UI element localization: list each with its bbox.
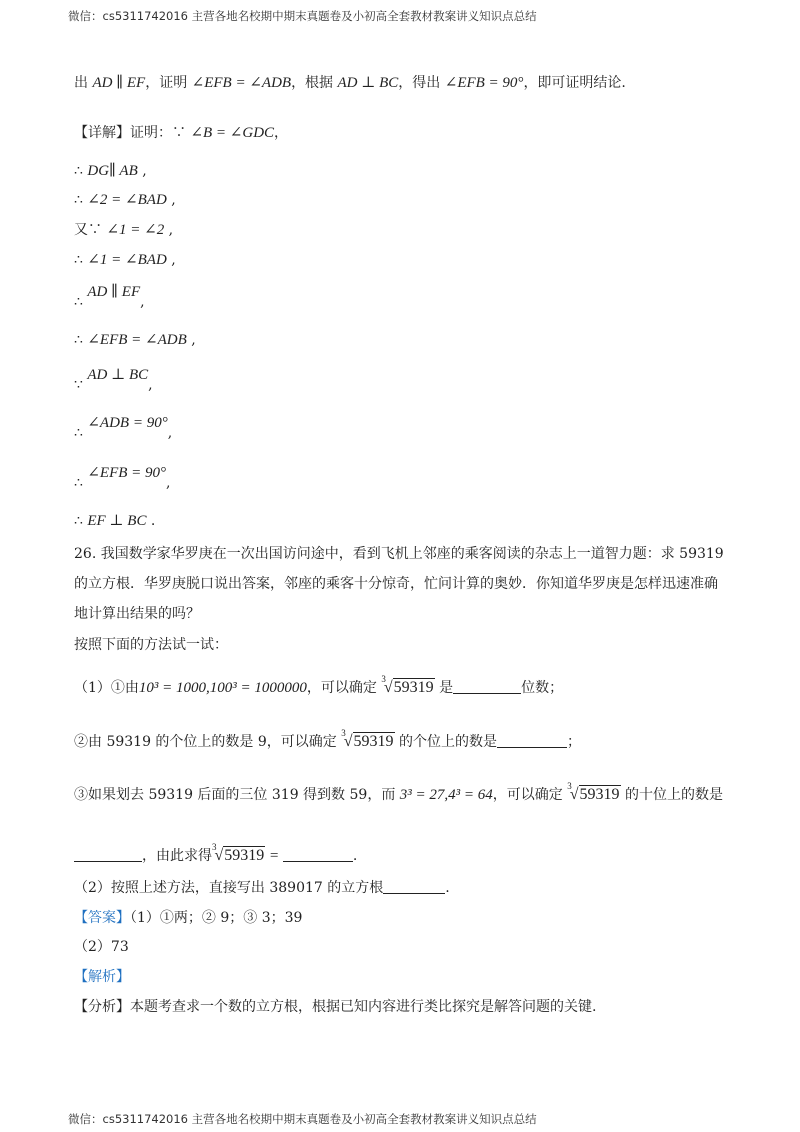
proof-math: ∠1 = ∠2 xyxy=(106,222,165,238)
proof-step xyxy=(74,512,155,530)
q-text: 位数； xyxy=(521,680,564,696)
proof-tail: , xyxy=(164,222,174,238)
sub-question-1-3 xyxy=(74,777,723,804)
proof-step xyxy=(74,221,173,239)
q-text: . xyxy=(445,880,450,896)
detail-math: ∠B = ∠GDC xyxy=(190,125,275,141)
proof-step xyxy=(74,162,147,180)
proof-prefix: 又∵ xyxy=(74,222,107,238)
proof-prefix: ∴ xyxy=(74,252,88,268)
detail-label: 【详解】证明：∵ xyxy=(74,125,191,141)
answer-line xyxy=(74,909,302,927)
root-number: 59319 xyxy=(353,733,394,750)
proof-math: ∠ADB = 90° xyxy=(87,415,168,431)
sub-question-1-1 xyxy=(74,670,563,697)
answer-blank[interactable] xyxy=(453,679,521,694)
answer-blank[interactable] xyxy=(283,847,353,862)
q-text: ； xyxy=(566,734,581,750)
proof-prefix: ∴ xyxy=(74,163,88,179)
cube-root: $^3$√59319 xyxy=(212,842,265,864)
intro-math: ∠EFB = ∠ADB xyxy=(191,75,292,91)
proof-tail: , xyxy=(166,252,176,268)
proof-math: ∠1 = ∠BAD xyxy=(87,252,167,268)
q-math: 3³ = 27,4³ = 64 xyxy=(399,787,493,803)
proof-tail: , xyxy=(137,163,147,179)
root-index: 3 xyxy=(381,674,386,684)
question-26-line: 26. 我国数学家华罗庚在一次出国访问途中，看到飞机上邻座的乘客阅读的杂志上一道智力题：求 59319 xyxy=(74,546,724,562)
analysis-heading: 【解析】 xyxy=(74,969,130,985)
intro-math: AD ⊥ BC xyxy=(337,75,399,91)
proof-prefix: ∴ xyxy=(74,192,88,208)
intro-math: ∠EFB = 90° xyxy=(444,75,524,91)
q-text: ，可以确定 xyxy=(306,680,382,696)
proof-step xyxy=(74,283,145,311)
answer-line-2: （2）73 xyxy=(74,939,129,955)
proof-math: AD ⊥ BC xyxy=(87,367,149,383)
proof-prefix: ∵ xyxy=(74,377,88,393)
sub-question-1-2 xyxy=(74,724,581,751)
analysis-text: 【分析】本题考查求一个数的立方根，根据已知内容进行类比探究是解答问题的关键. xyxy=(74,999,597,1015)
q-text: （2）按照上述方法，直接写出 389017 的立方根 xyxy=(74,880,384,896)
proof-math: EF ⊥ BC xyxy=(87,513,147,529)
cube-root: $^3$√59319 xyxy=(381,674,434,696)
q-text: ③如果划去 59319 后面的三位 319 得到数 59，而 xyxy=(74,787,400,803)
proof-tail: , xyxy=(148,377,153,393)
detail-tail: ， xyxy=(274,125,289,141)
q-text: ，可以确定 xyxy=(492,787,568,803)
detail-line xyxy=(74,124,288,142)
intro-text: ，得出 xyxy=(398,75,445,91)
proof-math: DG∥ AB xyxy=(87,163,138,179)
question-26-line: 的立方根．华罗庚脱口说出答案，邻座的乘客十分惊奇，忙问计算的奥妙．你知道华罗庚是怎样迅速准确 xyxy=(74,576,718,592)
answer-text: （1）①两；② 9；③ 3；39 xyxy=(130,910,303,926)
answer-blank[interactable] xyxy=(74,847,142,862)
answer-blank[interactable] xyxy=(497,733,567,748)
proof-tail: , xyxy=(166,475,171,491)
q-text: . xyxy=(352,848,358,864)
q-text: 是 xyxy=(434,680,454,696)
root-number: 59319 xyxy=(579,786,620,803)
intro-math: AD ∥ EF xyxy=(92,75,146,91)
answer-blank[interactable] xyxy=(383,879,445,894)
page-footer: 微信：cs5311742016 主营各地名校期中期末真题卷及小初高全套教材教案讲义知识点总结 xyxy=(68,1112,537,1126)
intro-text: ，根据 xyxy=(291,75,338,91)
root-index: 3 xyxy=(341,728,346,738)
root-number: 59319 xyxy=(393,679,434,696)
proof-tail: , xyxy=(186,332,196,348)
proof-prefix: ∴ xyxy=(74,513,88,529)
proof-prefix: ∴ xyxy=(74,475,88,491)
proof-prefix: ∴ xyxy=(74,332,88,348)
proof-prefix: ∴ xyxy=(74,294,88,310)
q-text: （1）①由 xyxy=(74,680,139,696)
proof-step xyxy=(74,331,196,349)
q-math: 10³ = 1000,100³ = 1000000 xyxy=(138,680,307,696)
proof-tail: , xyxy=(167,425,173,441)
proof-math: ∠2 = ∠BAD xyxy=(87,192,167,208)
question-26-line: 地计算出结果的吗？ xyxy=(74,606,200,622)
q-text: 的十位上的数是 xyxy=(620,787,723,803)
page-header: 微信：cs5311742016 主营各地名校期中期末真题卷及小初高全套教材教案讲义知识点总结 xyxy=(68,9,537,23)
q-text: ②由 59319 的个位上的数是 9，可以确定 xyxy=(74,734,342,750)
analysis-label xyxy=(74,968,130,986)
cube-root: $^3$√59319 xyxy=(341,728,394,750)
proof-step xyxy=(74,366,153,394)
proof-math: ∠EFB = 90° xyxy=(87,465,167,481)
proof-step xyxy=(74,251,176,269)
q-text: 的个位上的数是 xyxy=(394,734,497,750)
root-index: 3 xyxy=(212,842,217,852)
proof-step xyxy=(74,464,171,492)
answer-label: 【答案】 xyxy=(74,910,130,926)
q-math: = xyxy=(265,848,283,864)
proof-math: ∠EFB = ∠ADB xyxy=(87,332,187,348)
proof-step xyxy=(74,414,172,442)
sub-question-2 xyxy=(74,879,450,897)
sub-question-1-3-cont xyxy=(74,838,357,865)
question-26-line: 按照下面的方法试一试： xyxy=(74,637,228,653)
proof-step xyxy=(74,191,176,209)
proof-math: AD ∥ EF xyxy=(87,284,141,300)
intro-line xyxy=(74,74,626,92)
intro-text: ，即可证明结论. xyxy=(523,75,626,91)
intro-text: 出 xyxy=(74,75,93,91)
proof-tail: , xyxy=(140,294,145,310)
root-index: 3 xyxy=(567,781,572,791)
cube-root: $^3$√59319 xyxy=(567,781,620,803)
proof-tail: , xyxy=(166,192,176,208)
root-number: 59319 xyxy=(224,847,265,864)
intro-text: ，证明 xyxy=(145,75,192,91)
proof-prefix: ∴ xyxy=(74,425,88,441)
proof-tail: . xyxy=(146,513,156,529)
q-text: ，由此求得 xyxy=(142,848,212,864)
